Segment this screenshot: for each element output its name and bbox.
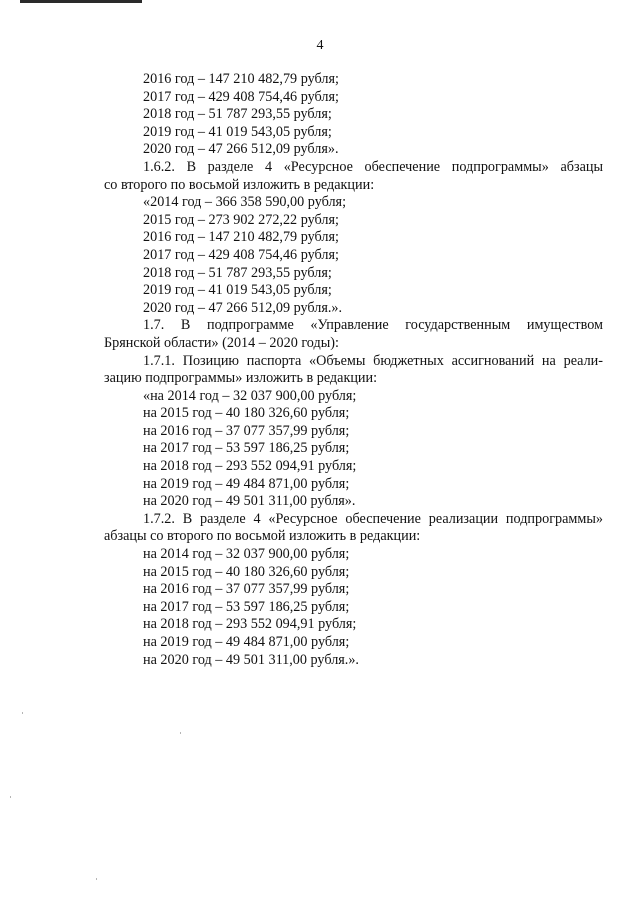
text-line: 2020 год – 47 266 512,09 рубля».	[143, 141, 339, 158]
text-line: на 2019 год – 49 484 871,00 рубля;	[143, 475, 350, 492]
text-line: «2014 год – 366 358 590,00 рубля;	[143, 194, 347, 211]
text-line: 2020 год – 47 266 512,09 рубля.».	[143, 299, 343, 316]
page-number: 4	[316, 38, 324, 53]
paragraph-line: абзацы со второго по восьмой изложить в редакции:	[104, 528, 421, 545]
scan-speck	[22, 712, 23, 714]
text-line: 2018 год – 51 787 293,55 рубля;	[143, 106, 332, 123]
scan-speck	[96, 878, 97, 880]
scan-speck	[10, 796, 11, 798]
text-line: на 2018 год – 293 552 094,91 рубля;	[143, 616, 357, 633]
text-line: на 2020 год – 49 501 311,00 рубля».	[143, 493, 356, 510]
text-line: на 2017 год – 53 597 186,25 рубля;	[143, 440, 350, 457]
text-line: на 2015 год – 40 180 326,60 рубля;	[143, 405, 350, 422]
text-line: на 2018 год – 293 552 094,91 рубля;	[143, 458, 357, 475]
paragraph-line: 1.7. В подпрограмме «Управление государственным имуществом	[143, 317, 603, 334]
text-line: 2018 год – 51 787 293,55 рубля;	[143, 264, 332, 281]
paragraph-line: Брянской области» (2014 – 2020 годы):	[104, 334, 339, 351]
paragraph-line: зацию подпрограммы» изложить в редакции:	[104, 370, 378, 387]
paragraph-line: 1.7.2. В разделе 4 «Ресурсное обеспечение реализации подпрограммы»	[143, 510, 603, 527]
text-line: на 2017 год – 53 597 186,25 рубля;	[143, 598, 350, 615]
text-line: 2017 год – 429 408 754,46 рубля;	[143, 246, 339, 263]
text-line: 2019 год – 41 019 543,05 рубля;	[143, 123, 332, 140]
paragraph-line: со второго по восьмой изложить в редакции:	[104, 176, 375, 193]
document-body	[104, 71, 603, 669]
text-line: «на 2014 год – 32 037 900,00 рубля;	[143, 387, 357, 404]
paragraph-line: 1.7.1. Позицию паспорта «Объемы бюджетных ассигнований на реали-	[143, 352, 603, 369]
text-line: 2015 год – 273 902 272,22 рубля;	[143, 211, 339, 228]
text-line: на 2016 год – 37 077 357,99 рубля;	[143, 422, 350, 439]
text-line: 2019 год – 41 019 543,05 рубля;	[143, 282, 332, 299]
scan-edge-rule	[20, 0, 142, 3]
text-line: 2017 год – 429 408 754,46 рубля;	[143, 88, 339, 105]
text-line: на 2015 год – 40 180 326,60 рубля;	[143, 563, 350, 580]
text-line: на 2020 год – 49 501 311,00 рубля.».	[143, 651, 359, 668]
text-line: на 2019 год – 49 484 871,00 рубля;	[143, 634, 350, 650]
text-line: 2016 год – 147 210 482,79 рубля;	[143, 229, 339, 246]
text-line: 2016 год – 147 210 482,79 рубля;	[143, 71, 339, 87]
text-line: на 2016 год – 37 077 357,99 рубля;	[143, 581, 350, 598]
text-line: на 2014 год – 32 037 900,00 рубля;	[143, 546, 350, 563]
scan-speck	[180, 732, 181, 734]
paragraph-line: 1.6.2. В разделе 4 «Ресурсное обеспечение подпрограммы» абзацы	[143, 158, 603, 175]
